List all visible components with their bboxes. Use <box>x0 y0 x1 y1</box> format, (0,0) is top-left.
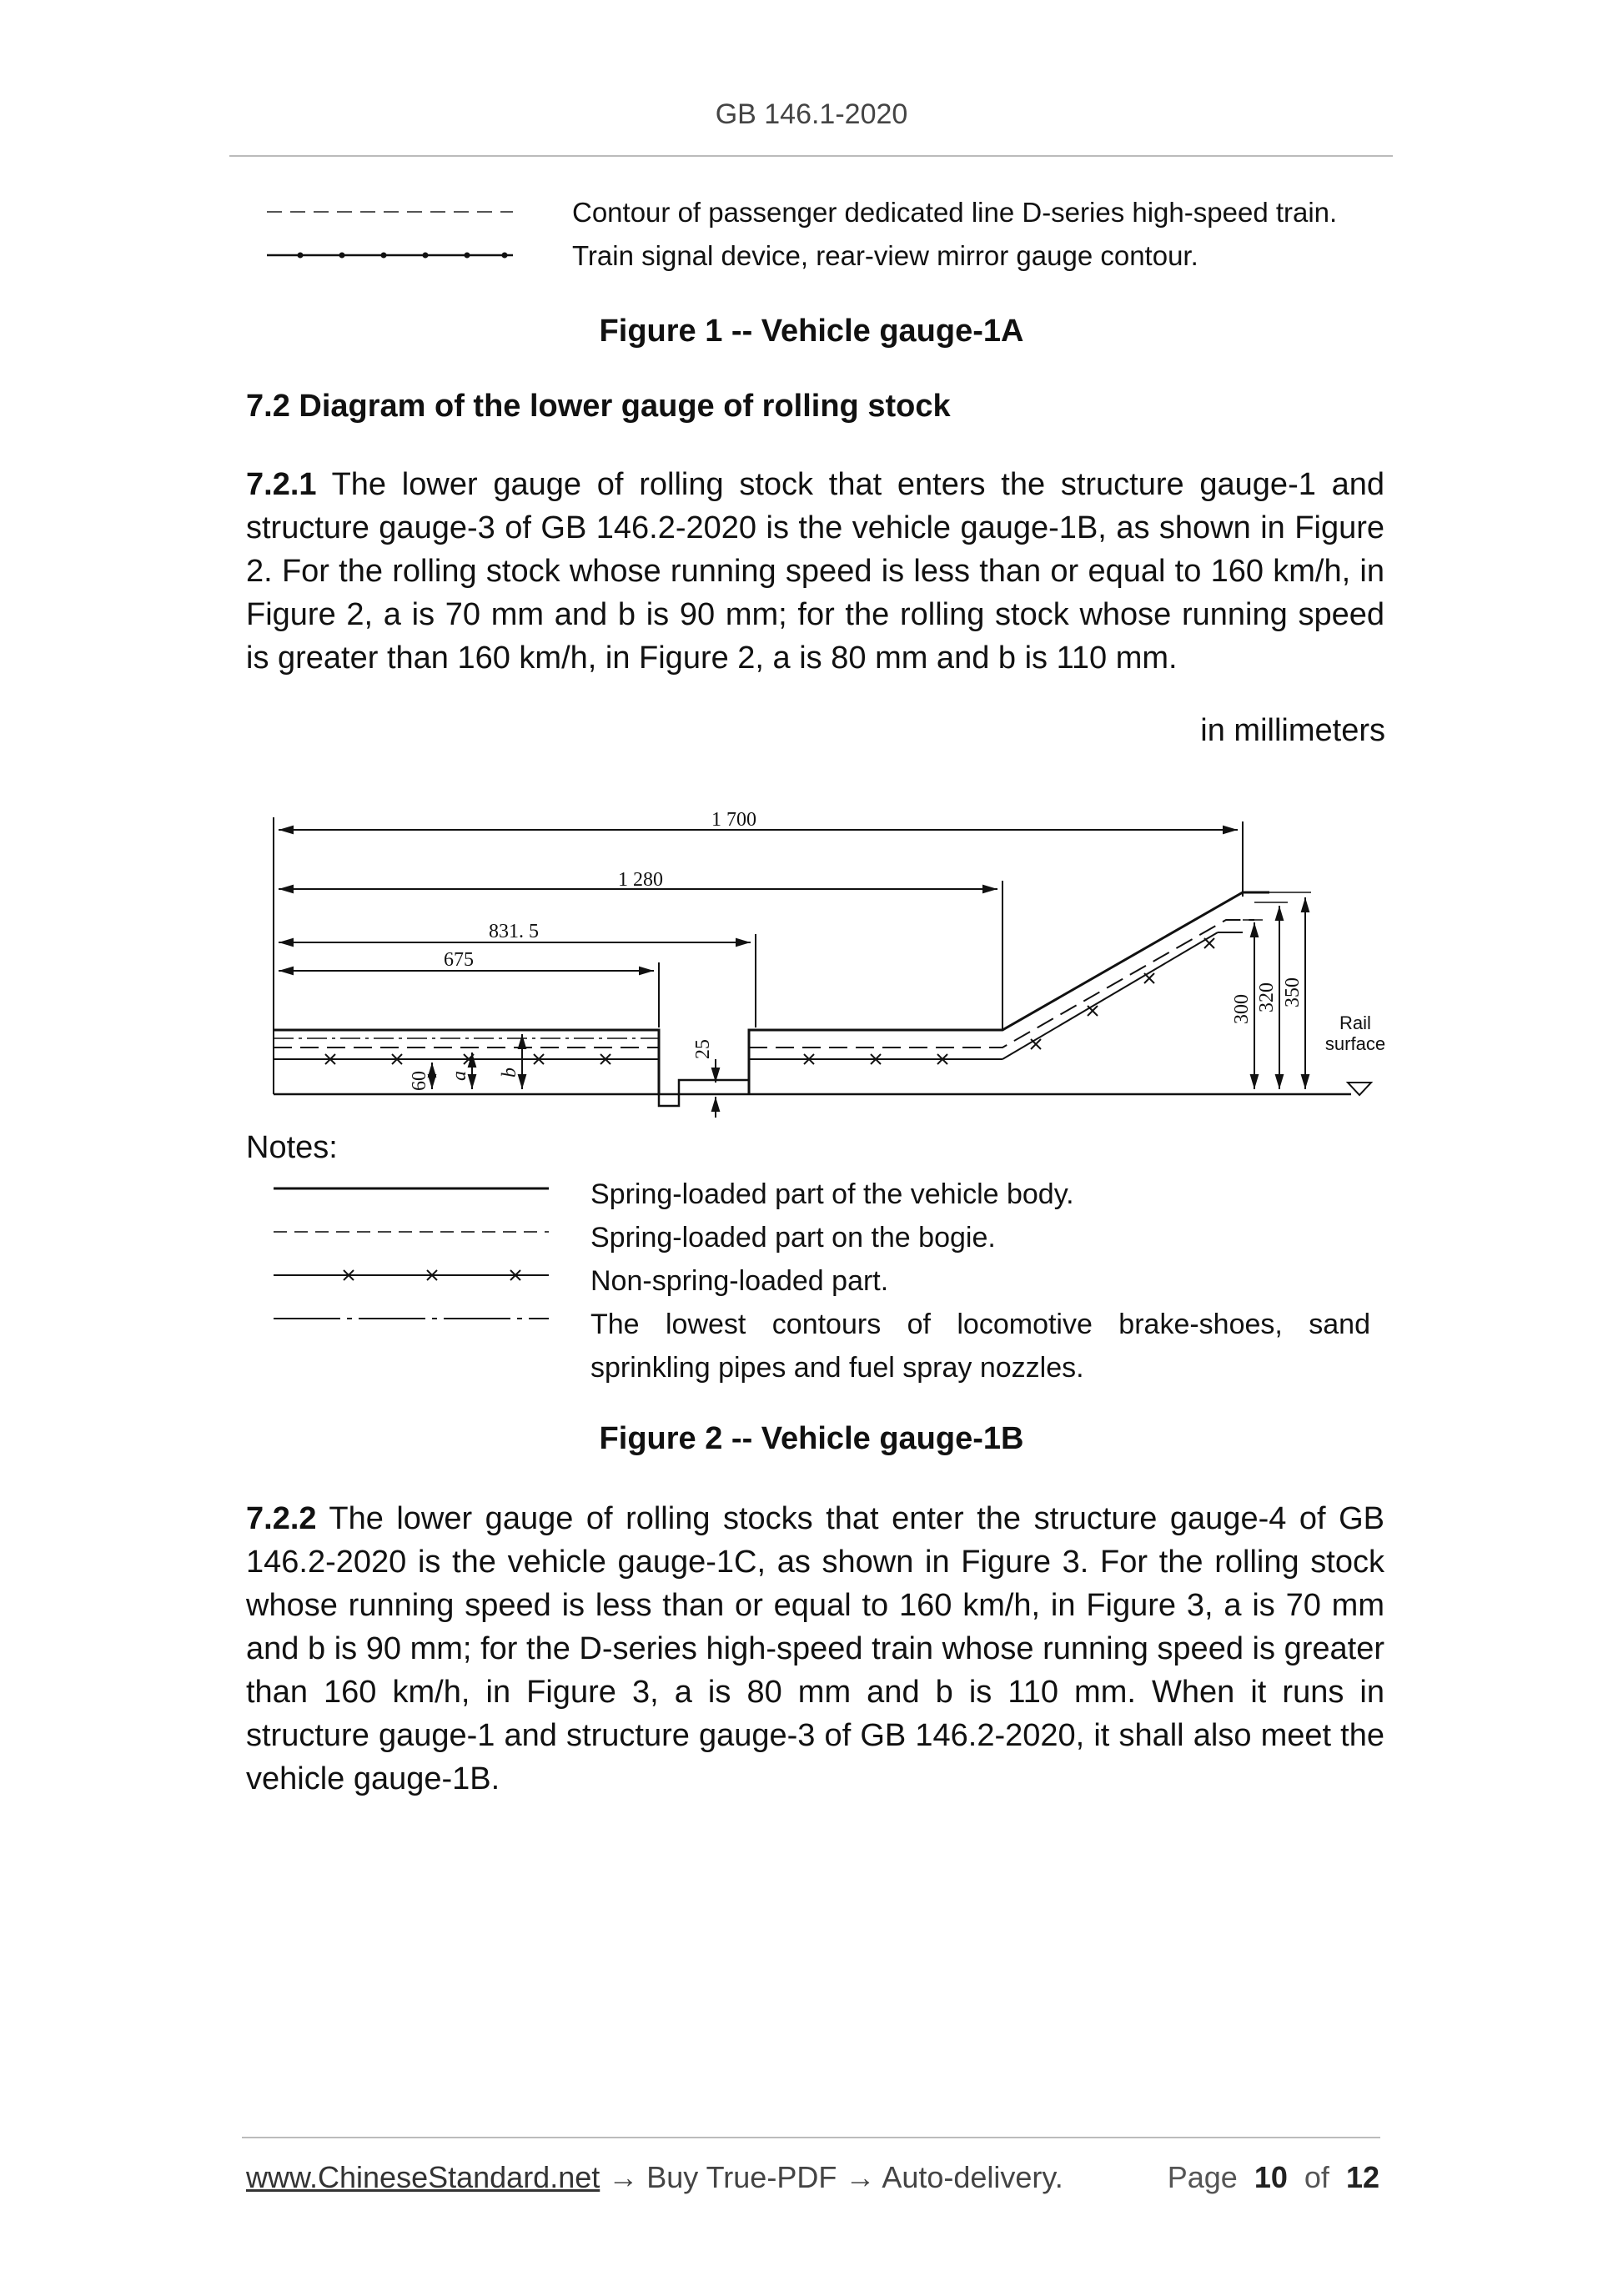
paragraph-7-2-2 <box>246 1497 1384 1801</box>
page-indicator <box>1168 2160 1379 2195</box>
bogie-contour <box>749 920 1254 1048</box>
footer-left <box>246 2160 1063 2195</box>
dotted-solid-line-symbol <box>267 237 517 279</box>
rail-surface-symbol <box>1348 1083 1371 1095</box>
paragraph-number: 7.2.2 <box>246 1501 317 1536</box>
fig1-legend-text-1: Contour of passenger dedicated line D-series high-speed train. <box>572 197 1338 228</box>
body-contour-right <box>749 892 1269 1094</box>
dashed-line-symbol <box>267 193 517 235</box>
footer-tagline: → Buy True-PDF → Auto-delivery. <box>600 2160 1063 2194</box>
label-1700: 1 700 <box>711 809 756 831</box>
page-total: 12 <box>1345 2160 1379 2194</box>
note-2: Spring-loaded part on the bogie. <box>590 1222 996 1254</box>
header-rule <box>229 155 1393 157</box>
of-word: of <box>1304 2160 1329 2194</box>
label-25: 25 <box>692 1039 714 1059</box>
rail-label-line2: surface <box>1324 1033 1386 1054</box>
section-heading-7-2: 7.2 Diagram of the lower gauge of rolling stock <box>246 389 951 424</box>
site-link[interactable]: www.ChineseStandard.net <box>246 2160 600 2194</box>
label-1280: 1 280 <box>618 869 663 891</box>
paragraph-body: The lower gauge of rolling stock that enters the structure gauge-1 and structure gauge-3 of GB 146.2-2020 is the vehicle gauge-1B, as shown in Figure 2. For the rolling stock whose running speed is less than or equal to 160 km/h, in Figure 2, a is 70 mm and b is 90 mm; for the rolling stock whose running speed is greater than 160 km/h, in Figure 2, a is 80 mm and b is 110 mm. <box>246 467 1384 676</box>
note-4: The lowest contours of locomotive brake-shoes, sand sprinkling pipes and fuel spray nozzles. <box>590 1309 1370 1384</box>
units-note: in millimeters <box>1200 713 1385 748</box>
fig1-legend-text-2: Train signal device, rear-view mirror gauge contour. <box>572 240 1198 271</box>
center-step <box>659 1078 749 1106</box>
page-number: 10 <box>1254 2160 1288 2194</box>
note-1: Spring-loaded part of the vehicle body. <box>590 1178 1074 1210</box>
paragraph-number: 7.2.1 <box>246 467 317 502</box>
footer-rule <box>242 2137 1380 2138</box>
label-300: 300 <box>1231 994 1253 1024</box>
label-675: 675 <box>444 949 474 971</box>
paragraph-body: The lower gauge of rolling stocks that enter the structure gauge-4 of GB 146.2-2020 is the vehicle gauge-1C, as shown in Figure 3. For the rolling stock whose running speed is less than or equal to 160 km/h, in Figure 3, a is 70 mm and b is 90 mm; for the D-series high-speed train whose running speed is greater than 160 km/h, in Figure 3, a is 80 mm and b is 110 mm. When it runs in structure gauge-1 and structure gauge-3 of GB 146.2-2020, it shall also meet the vehicle gauge-1B. <box>246 1501 1384 1796</box>
label-b: b <box>499 1068 520 1078</box>
figure-2-caption: Figure 2 -- Vehicle gauge-1B <box>599 1421 1024 1456</box>
document-header: GB 146.1-2020 <box>715 98 908 130</box>
note-3: Non-spring-loaded part. <box>590 1265 889 1297</box>
body-contour-left <box>274 1030 659 1094</box>
label-a: a <box>449 1071 470 1081</box>
notes-line-symbols <box>274 1168 557 1334</box>
paragraph-7-2-1 <box>246 463 1384 680</box>
figure-1-caption: Figure 1 -- Vehicle gauge-1A <box>599 314 1024 349</box>
label-320: 320 <box>1256 982 1278 1012</box>
notes-label: Notes: <box>246 1130 338 1165</box>
rail-label-line1: Rail <box>1339 1012 1371 1033</box>
label-350: 350 <box>1282 977 1304 1007</box>
label-8315: 831. 5 <box>489 921 539 942</box>
label-60: 60 <box>409 1071 430 1091</box>
page-word: Page <box>1167 2160 1238 2194</box>
